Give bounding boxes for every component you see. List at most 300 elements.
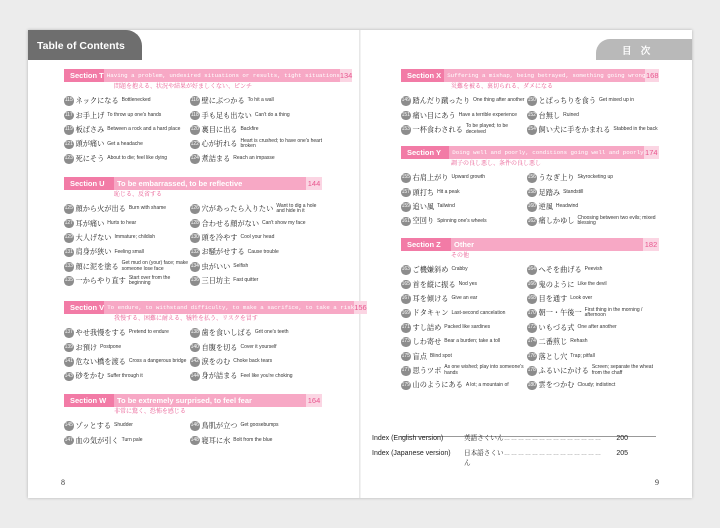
section-w xyxy=(64,394,322,448)
entry-number-badge: 150 xyxy=(527,96,537,106)
toc-entry[interactable] xyxy=(401,364,527,378)
section-header[interactable] xyxy=(64,177,322,190)
toc-entry[interactable] xyxy=(64,216,190,230)
entry-number-badge: 149 xyxy=(401,96,411,106)
page-gutter xyxy=(359,30,361,498)
entry-japanese: 耳が痛い xyxy=(75,218,105,228)
entry-japanese: 足踏み xyxy=(538,187,561,197)
entry-japanese: すし詰め xyxy=(412,322,442,332)
section-title: To be extremely surprised, to feel fear xyxy=(114,394,306,407)
section-t xyxy=(64,69,353,166)
entry-japanese: ドタキャン xyxy=(412,308,449,318)
entry-english: Rehash xyxy=(570,338,588,345)
section-header[interactable] xyxy=(64,301,367,314)
entry-english: Blind spot xyxy=(429,352,452,359)
toc-entry[interactable] xyxy=(64,355,190,369)
section-header[interactable] xyxy=(64,394,322,407)
section-x xyxy=(401,69,659,137)
entry-japanese: 雲をつかむ xyxy=(538,380,575,390)
entry-number-badge: 152 xyxy=(527,111,537,121)
entry-english: Start over from the beginning xyxy=(128,274,171,287)
entry-number-badge: 140 xyxy=(190,343,200,353)
entry-japanese: しわ寄せ xyxy=(412,337,442,347)
entry-japanese: 肩身が狭い xyxy=(75,247,112,257)
entry-english: Can't show my face xyxy=(262,219,306,226)
entry-english: Get a headache xyxy=(107,140,143,147)
section-title: Having a problem, undesired situations or results, tight situations xyxy=(104,69,340,82)
entry-number-badge: 158 xyxy=(527,188,537,198)
entry-japanese: いもづる式 xyxy=(538,322,575,332)
entry-english: Choke back tears xyxy=(233,358,273,365)
toc-entry[interactable] xyxy=(64,231,190,245)
section-label: Section Y xyxy=(401,146,449,159)
entry-english: Cause trouble xyxy=(247,248,279,255)
toc-entry[interactable] xyxy=(190,326,322,340)
entry-number-badge: 131 xyxy=(64,248,74,258)
section-page-number: 156 xyxy=(354,302,367,312)
entry-number-badge: 128 xyxy=(190,219,200,229)
entry-number-badge: 155 xyxy=(401,173,411,183)
toc-entry[interactable] xyxy=(190,369,322,383)
section-v xyxy=(64,301,367,384)
entry-japanese: 二番煎じ xyxy=(538,337,568,347)
index-japanese: 日本語さくいん xyxy=(464,449,504,467)
toc-entry[interactable] xyxy=(190,274,322,288)
toc-entry[interactable] xyxy=(527,123,659,137)
entry-japanese: 大人げない xyxy=(75,232,112,242)
entry-japanese: とばっちりを食う xyxy=(538,96,597,106)
entry-number-badge: 153 xyxy=(401,125,411,135)
section-u xyxy=(64,177,322,288)
entry-number-badge: 133 xyxy=(64,262,74,272)
index-page-number: 200 xyxy=(616,435,628,442)
entry-english: First thing in the morning / afternoon xyxy=(584,306,643,319)
entry-number-badge: 135 xyxy=(64,276,74,286)
entry-japanese: 一からやり直す xyxy=(75,276,126,286)
section-page-number: 134 xyxy=(339,70,353,80)
entry-number-badge: 163 xyxy=(401,265,411,275)
entry-english: Headwind xyxy=(555,203,579,210)
entry-japanese: 穴があったら入りたい xyxy=(201,204,274,214)
entry-english: Pretend to endure xyxy=(128,329,169,336)
entry-number-badge: 126 xyxy=(190,204,200,214)
index-leader-dots: …………………………………… xyxy=(504,436,602,442)
entry-grid xyxy=(64,326,322,384)
section-label: Section V xyxy=(64,301,104,314)
entry-japanese: うなぎ上り xyxy=(538,173,575,183)
entry-japanese: 死にそう xyxy=(75,153,105,163)
toc-entry[interactable] xyxy=(401,292,527,306)
entry-japanese: 板ばさみ xyxy=(75,124,105,134)
entry-japanese: 空回り xyxy=(412,216,435,226)
entry-japanese: ご機嫌斜め xyxy=(412,265,449,275)
entry-english: To be played; to be deceived xyxy=(465,123,509,135)
entry-english: Get mixed up in xyxy=(599,97,635,104)
entry-number-badge: 148 xyxy=(190,436,200,446)
entry-english: Skyrocketing up xyxy=(577,174,614,181)
toc-entry[interactable] xyxy=(527,349,659,363)
toc-entry[interactable] xyxy=(401,94,527,108)
entry-number-badge: 136 xyxy=(190,276,200,286)
entry-english: Last-second cancelation xyxy=(451,309,506,316)
entry-english: Give an ear xyxy=(451,295,478,302)
entry-japanese: 自腹を切る xyxy=(201,342,238,352)
toc-entry[interactable] xyxy=(401,277,527,291)
section-header[interactable] xyxy=(401,146,659,159)
entry-japanese: 耳を傾ける xyxy=(412,293,449,303)
entry-grid xyxy=(64,94,322,166)
index-label: Index (English version) xyxy=(372,435,444,442)
entry-english: Get mud on (your) face; make someone lose face xyxy=(121,260,189,272)
entry-english: Turn pale xyxy=(121,436,143,443)
entry-number-badge: 171 xyxy=(401,323,411,333)
entry-number-badge: 178 xyxy=(527,366,537,376)
entry-number-badge: 146 xyxy=(190,421,200,431)
toc-entry[interactable] xyxy=(190,216,322,230)
entry-grid xyxy=(401,263,659,393)
entry-number-badge: 175 xyxy=(401,352,411,362)
toc-entry[interactable] xyxy=(64,245,190,259)
index-japanese: 英語さくいん xyxy=(464,434,504,442)
toc-entry[interactable] xyxy=(401,349,527,363)
entry-english: Ruined xyxy=(563,111,579,118)
entry-japanese: 砂をかむ xyxy=(75,371,105,381)
toc-entry[interactable] xyxy=(527,277,659,291)
toc-entry[interactable] xyxy=(527,171,659,185)
entry-english: Immature; childish xyxy=(114,234,156,241)
section-title: To endure, to withstand difficulty, to make a sacrifice, to take a risk xyxy=(104,301,354,314)
entry-english: One thing after another xyxy=(473,97,525,104)
toc-entry[interactable] xyxy=(190,123,322,137)
section-header[interactable] xyxy=(64,69,353,82)
entry-english: Feeling small xyxy=(114,248,144,255)
entry-japanese: 鬼のように xyxy=(538,279,575,289)
entry-english: Look over xyxy=(570,295,593,302)
toc-entry[interactable] xyxy=(527,185,659,199)
entry-japanese: 血の気が引く xyxy=(75,435,119,445)
toc-entry[interactable] xyxy=(401,171,527,185)
toc-entry[interactable] xyxy=(190,245,322,259)
entry-number-badge: 168 xyxy=(527,294,537,304)
entry-english: A lot; a mountain of xyxy=(465,381,509,388)
entry-english: One after another xyxy=(577,323,617,330)
entry-number-badge: 151 xyxy=(401,111,411,121)
entry-number-badge: 130 xyxy=(190,233,200,243)
entry-japanese: お預け xyxy=(75,342,98,352)
entry-number-badge: 144 xyxy=(190,372,200,382)
entry-number-badge: 157 xyxy=(401,188,411,198)
entry-english: Choosing between two evils; mixed blessing xyxy=(577,214,656,227)
entry-number-badge: 132 xyxy=(190,248,200,258)
entry-english: Spinning one's wheels xyxy=(437,217,487,224)
toc-entry[interactable] xyxy=(64,340,190,354)
entry-japanese: 寝耳に水 xyxy=(201,435,231,445)
toc-entry[interactable] xyxy=(401,263,527,277)
entry-japanese: 頭を冷やす xyxy=(201,232,238,242)
section-label: Section X xyxy=(401,69,444,82)
entry-grid xyxy=(64,202,322,288)
entry-japanese: ネックになる xyxy=(75,96,119,106)
entry-english: Packed like sardines xyxy=(444,323,491,330)
toc-entry[interactable] xyxy=(401,378,527,392)
entry-english: About to die; feel like dying xyxy=(107,154,168,161)
section-subtitle: 調子の良し悪し、条件の良し悪し xyxy=(451,160,542,167)
toc-entry[interactable] xyxy=(527,108,659,122)
section-subtitle: 問題を抱える、状況や結果が好ましくない、ピンチ xyxy=(114,83,253,90)
entry-japanese: 踏んだり蹴ったり xyxy=(412,96,471,106)
entry-japanese: 歯を食いしばる xyxy=(201,328,252,338)
entry-english: Want to dig a hole and hide in it xyxy=(276,202,317,215)
toc-entry[interactable] xyxy=(527,94,659,108)
entry-english: Backfire xyxy=(240,126,259,133)
entry-japanese: 台無し xyxy=(538,110,561,120)
entry-english: Bear a burden; take a toll xyxy=(444,338,501,345)
entry-number-badge: 138 xyxy=(190,328,200,338)
entry-english: Suffer through it xyxy=(107,372,143,379)
table-of-contents-tab: Table of Contents xyxy=(28,30,142,60)
entry-number-badge: 162 xyxy=(527,217,537,227)
section-page-number: 144 xyxy=(307,178,321,188)
entry-number-badge: 156 xyxy=(527,173,537,183)
entry-japanese: 虫がいい xyxy=(201,261,231,271)
entry-japanese: 頭打ち xyxy=(412,187,435,197)
toc-entry[interactable] xyxy=(401,108,527,122)
entry-japanese: 首を縦に振る xyxy=(412,279,456,289)
toc-entry[interactable] xyxy=(527,335,659,349)
toc-entry[interactable] xyxy=(64,152,190,166)
toc-entry[interactable] xyxy=(527,214,659,228)
toc-entry[interactable] xyxy=(190,202,322,216)
toc-entry[interactable] xyxy=(401,123,527,137)
entry-number-badge: 125 xyxy=(64,204,74,214)
toc-entry[interactable] xyxy=(527,364,659,378)
toc-entry[interactable] xyxy=(64,419,190,433)
index-entry[interactable] xyxy=(372,432,628,442)
entry-number-badge: 145 xyxy=(64,421,74,431)
entry-number-badge: 147 xyxy=(64,436,74,446)
entry-japanese: 涙をのむ xyxy=(201,356,231,366)
section-page-number: 174 xyxy=(645,147,658,157)
entry-english: Heart is crushed; to have one's heart broken xyxy=(240,137,323,150)
section-title: Doing well and poorly, conditions going well and poorly xyxy=(449,146,643,159)
toc-entry[interactable] xyxy=(64,260,190,274)
index-entry[interactable] xyxy=(372,447,628,467)
entry-number-badge: 160 xyxy=(527,202,537,212)
entry-japanese: ふるいにかける xyxy=(538,365,589,375)
section-label: Section W xyxy=(64,394,114,407)
index-label: Index (Japanese version) xyxy=(372,450,451,457)
section-subtitle: 災難を被る、裏切られる、ダメになる xyxy=(451,83,554,90)
toc-entry[interactable] xyxy=(190,108,322,122)
section-page-number: 164 xyxy=(307,395,321,405)
index-leader-dots: …………………………………… xyxy=(504,451,602,457)
entry-number-badge: 137 xyxy=(64,328,74,338)
toc-entry[interactable] xyxy=(527,321,659,335)
entry-english: Grit one's teeth xyxy=(254,329,289,336)
entry-english: Fast quitter xyxy=(233,277,259,284)
entry-japanese: 頭が痛い xyxy=(75,139,105,149)
entry-english: Cloudy; indistinct xyxy=(577,381,616,388)
entry-grid xyxy=(64,419,322,448)
entry-english: As one wished; play into someone's hands xyxy=(444,364,524,376)
section-page-number: 182 xyxy=(644,239,658,249)
entry-japanese: 目を通す xyxy=(538,293,568,303)
entry-japanese: 心が折れる xyxy=(201,139,238,149)
toc-entry[interactable] xyxy=(401,306,527,320)
entry-japanese: 右肩上がり xyxy=(412,173,449,183)
section-title: Other xyxy=(451,238,643,251)
entry-number-badge: 166 xyxy=(527,280,537,290)
entry-japanese: 危ない橋を渡る xyxy=(75,356,126,366)
toc-entry[interactable] xyxy=(190,137,322,151)
right-page-number: 9 xyxy=(655,478,659,487)
entry-english: Upward growth xyxy=(451,174,486,181)
entry-number-badge: 121 xyxy=(64,140,74,150)
entry-japanese: 一杯食わされる xyxy=(412,124,463,134)
entry-english: Shudder xyxy=(114,422,133,429)
entry-japanese: 鳥肌が立つ xyxy=(201,421,238,431)
toc-entry[interactable] xyxy=(527,378,659,392)
entry-english: Postpone xyxy=(100,343,122,350)
entry-number-badge: 174 xyxy=(527,337,537,347)
entry-english: Bolt from the blue xyxy=(233,436,273,443)
entry-number-badge: 118 xyxy=(190,111,200,121)
entry-number-badge: 127 xyxy=(64,219,74,229)
section-header[interactable] xyxy=(401,238,659,251)
entry-number-badge: 161 xyxy=(401,217,411,227)
left-page-number: 8 xyxy=(61,478,65,487)
entry-english: Screen; separate the wheat from the chaff xyxy=(591,364,653,376)
toc-entry[interactable] xyxy=(527,200,659,214)
entry-english: Hit a peak xyxy=(437,188,460,195)
entry-number-badge: 179 xyxy=(401,381,411,391)
toc-entry[interactable] xyxy=(64,274,190,288)
entry-japanese: 山のようにある xyxy=(412,380,463,390)
toc-entry[interactable] xyxy=(401,200,527,214)
entry-number-badge: 134 xyxy=(190,262,200,272)
toc-entry[interactable] xyxy=(401,185,527,199)
entry-japanese: 合わせる顔がない xyxy=(201,218,260,228)
entry-japanese: やせ我慢をする xyxy=(75,328,126,338)
entry-english: To hit a wall xyxy=(247,97,274,104)
entry-japanese: お手上げ xyxy=(75,110,105,120)
entry-english: To throw up one's hands xyxy=(107,111,162,118)
entry-number-badge: 141 xyxy=(64,357,74,367)
toc-entry[interactable] xyxy=(64,137,190,151)
mokuji-tab: 目 次 xyxy=(596,39,692,60)
entry-number-badge: 159 xyxy=(401,202,411,212)
toc-entry[interactable] xyxy=(527,263,659,277)
entry-number-badge: 167 xyxy=(401,294,411,304)
entry-english: Selfish xyxy=(233,262,249,269)
entry-japanese: 落とし穴 xyxy=(538,351,568,361)
entry-japanese: 逆風 xyxy=(538,201,553,211)
toc-entry[interactable] xyxy=(64,123,190,137)
entry-english: Trap; pitfall xyxy=(570,352,595,359)
entry-number-badge: 129 xyxy=(64,233,74,243)
toc-entry[interactable] xyxy=(64,108,190,122)
section-y xyxy=(401,146,659,229)
section-title: To be embarrassed, to be reflective xyxy=(114,177,306,190)
toc-entry[interactable] xyxy=(190,433,322,447)
entry-number-badge: 116 xyxy=(190,96,200,106)
entry-japanese: 思うツボ xyxy=(412,365,442,375)
entry-number-badge: 123 xyxy=(64,154,74,164)
entry-number-badge: 165 xyxy=(401,280,411,290)
entry-japanese: 顔から火が出る xyxy=(75,204,126,214)
section-z xyxy=(401,238,659,393)
entry-grid xyxy=(401,171,659,229)
entry-number-badge: 143 xyxy=(64,372,74,382)
entry-english: Burn with shame xyxy=(128,205,167,212)
section-page-number: 168 xyxy=(645,70,659,80)
entry-number-badge: 164 xyxy=(527,265,537,275)
toc-entry[interactable] xyxy=(190,340,322,354)
toc-entry[interactable] xyxy=(64,94,190,108)
section-subtitle: 我慢する、困難に耐える、犠牲を払う、リスクを冒す xyxy=(114,315,258,322)
toc-entry[interactable] xyxy=(401,214,527,228)
entry-number-badge: 177 xyxy=(401,366,411,376)
entry-english: Crabby xyxy=(451,266,468,273)
entry-number-badge: 173 xyxy=(401,337,411,347)
toc-entry[interactable] xyxy=(401,335,527,349)
entry-english: Standstill xyxy=(563,188,584,195)
entry-english: Stabbed in the back xyxy=(613,126,658,133)
toc-entry[interactable] xyxy=(64,326,190,340)
toc-entry[interactable] xyxy=(190,231,322,245)
entry-english: Bottlenecked xyxy=(121,97,151,104)
toc-entry[interactable] xyxy=(190,355,322,369)
entry-english: Cover it yourself xyxy=(240,343,277,350)
toc-entry[interactable] xyxy=(401,321,527,335)
entry-number-badge: 119 xyxy=(64,125,74,135)
toc-entry[interactable] xyxy=(64,369,190,383)
entry-number-badge: 154 xyxy=(527,125,537,135)
entry-number-badge: 170 xyxy=(527,309,537,319)
toc-entry[interactable] xyxy=(527,306,659,320)
toc-entry[interactable] xyxy=(190,94,322,108)
entry-japanese: 顔に泥を塗る xyxy=(75,261,119,271)
toc-entry[interactable] xyxy=(190,152,322,166)
entry-number-badge: 172 xyxy=(527,323,537,333)
entry-japanese: へそを曲げる xyxy=(538,265,582,275)
entry-japanese: 朝一・午後一 xyxy=(538,308,582,318)
entry-english: Cool your head xyxy=(240,234,275,241)
entry-japanese: 三日坊主 xyxy=(201,276,231,286)
section-header[interactable] xyxy=(401,69,659,82)
entry-english: Reach an impasse xyxy=(233,154,275,161)
toc-entry[interactable] xyxy=(64,202,190,216)
toc-entry[interactable] xyxy=(64,433,190,447)
entry-english: Nod yes xyxy=(458,280,477,287)
entry-japanese: 痛い目にあう xyxy=(412,110,456,120)
entry-number-badge: 115 xyxy=(64,96,74,106)
entry-japanese: 盲点 xyxy=(412,351,427,361)
entry-japanese: ゾッとする xyxy=(75,421,112,431)
entry-number-badge: 117 xyxy=(64,111,74,121)
index-page-number: 205 xyxy=(616,450,628,457)
entry-japanese: 壁にぶつかる xyxy=(201,96,245,106)
entry-english: Tailwind xyxy=(437,203,455,210)
entry-grid xyxy=(401,94,659,137)
entry-number-badge: 124 xyxy=(190,154,200,164)
toc-entry[interactable] xyxy=(190,260,322,274)
toc-entry[interactable] xyxy=(190,419,322,433)
section-label: Section T xyxy=(64,69,104,82)
entry-japanese: 追い風 xyxy=(412,201,435,211)
entry-japanese: 煮詰まる xyxy=(201,153,231,163)
toc-entry[interactable] xyxy=(527,292,659,306)
